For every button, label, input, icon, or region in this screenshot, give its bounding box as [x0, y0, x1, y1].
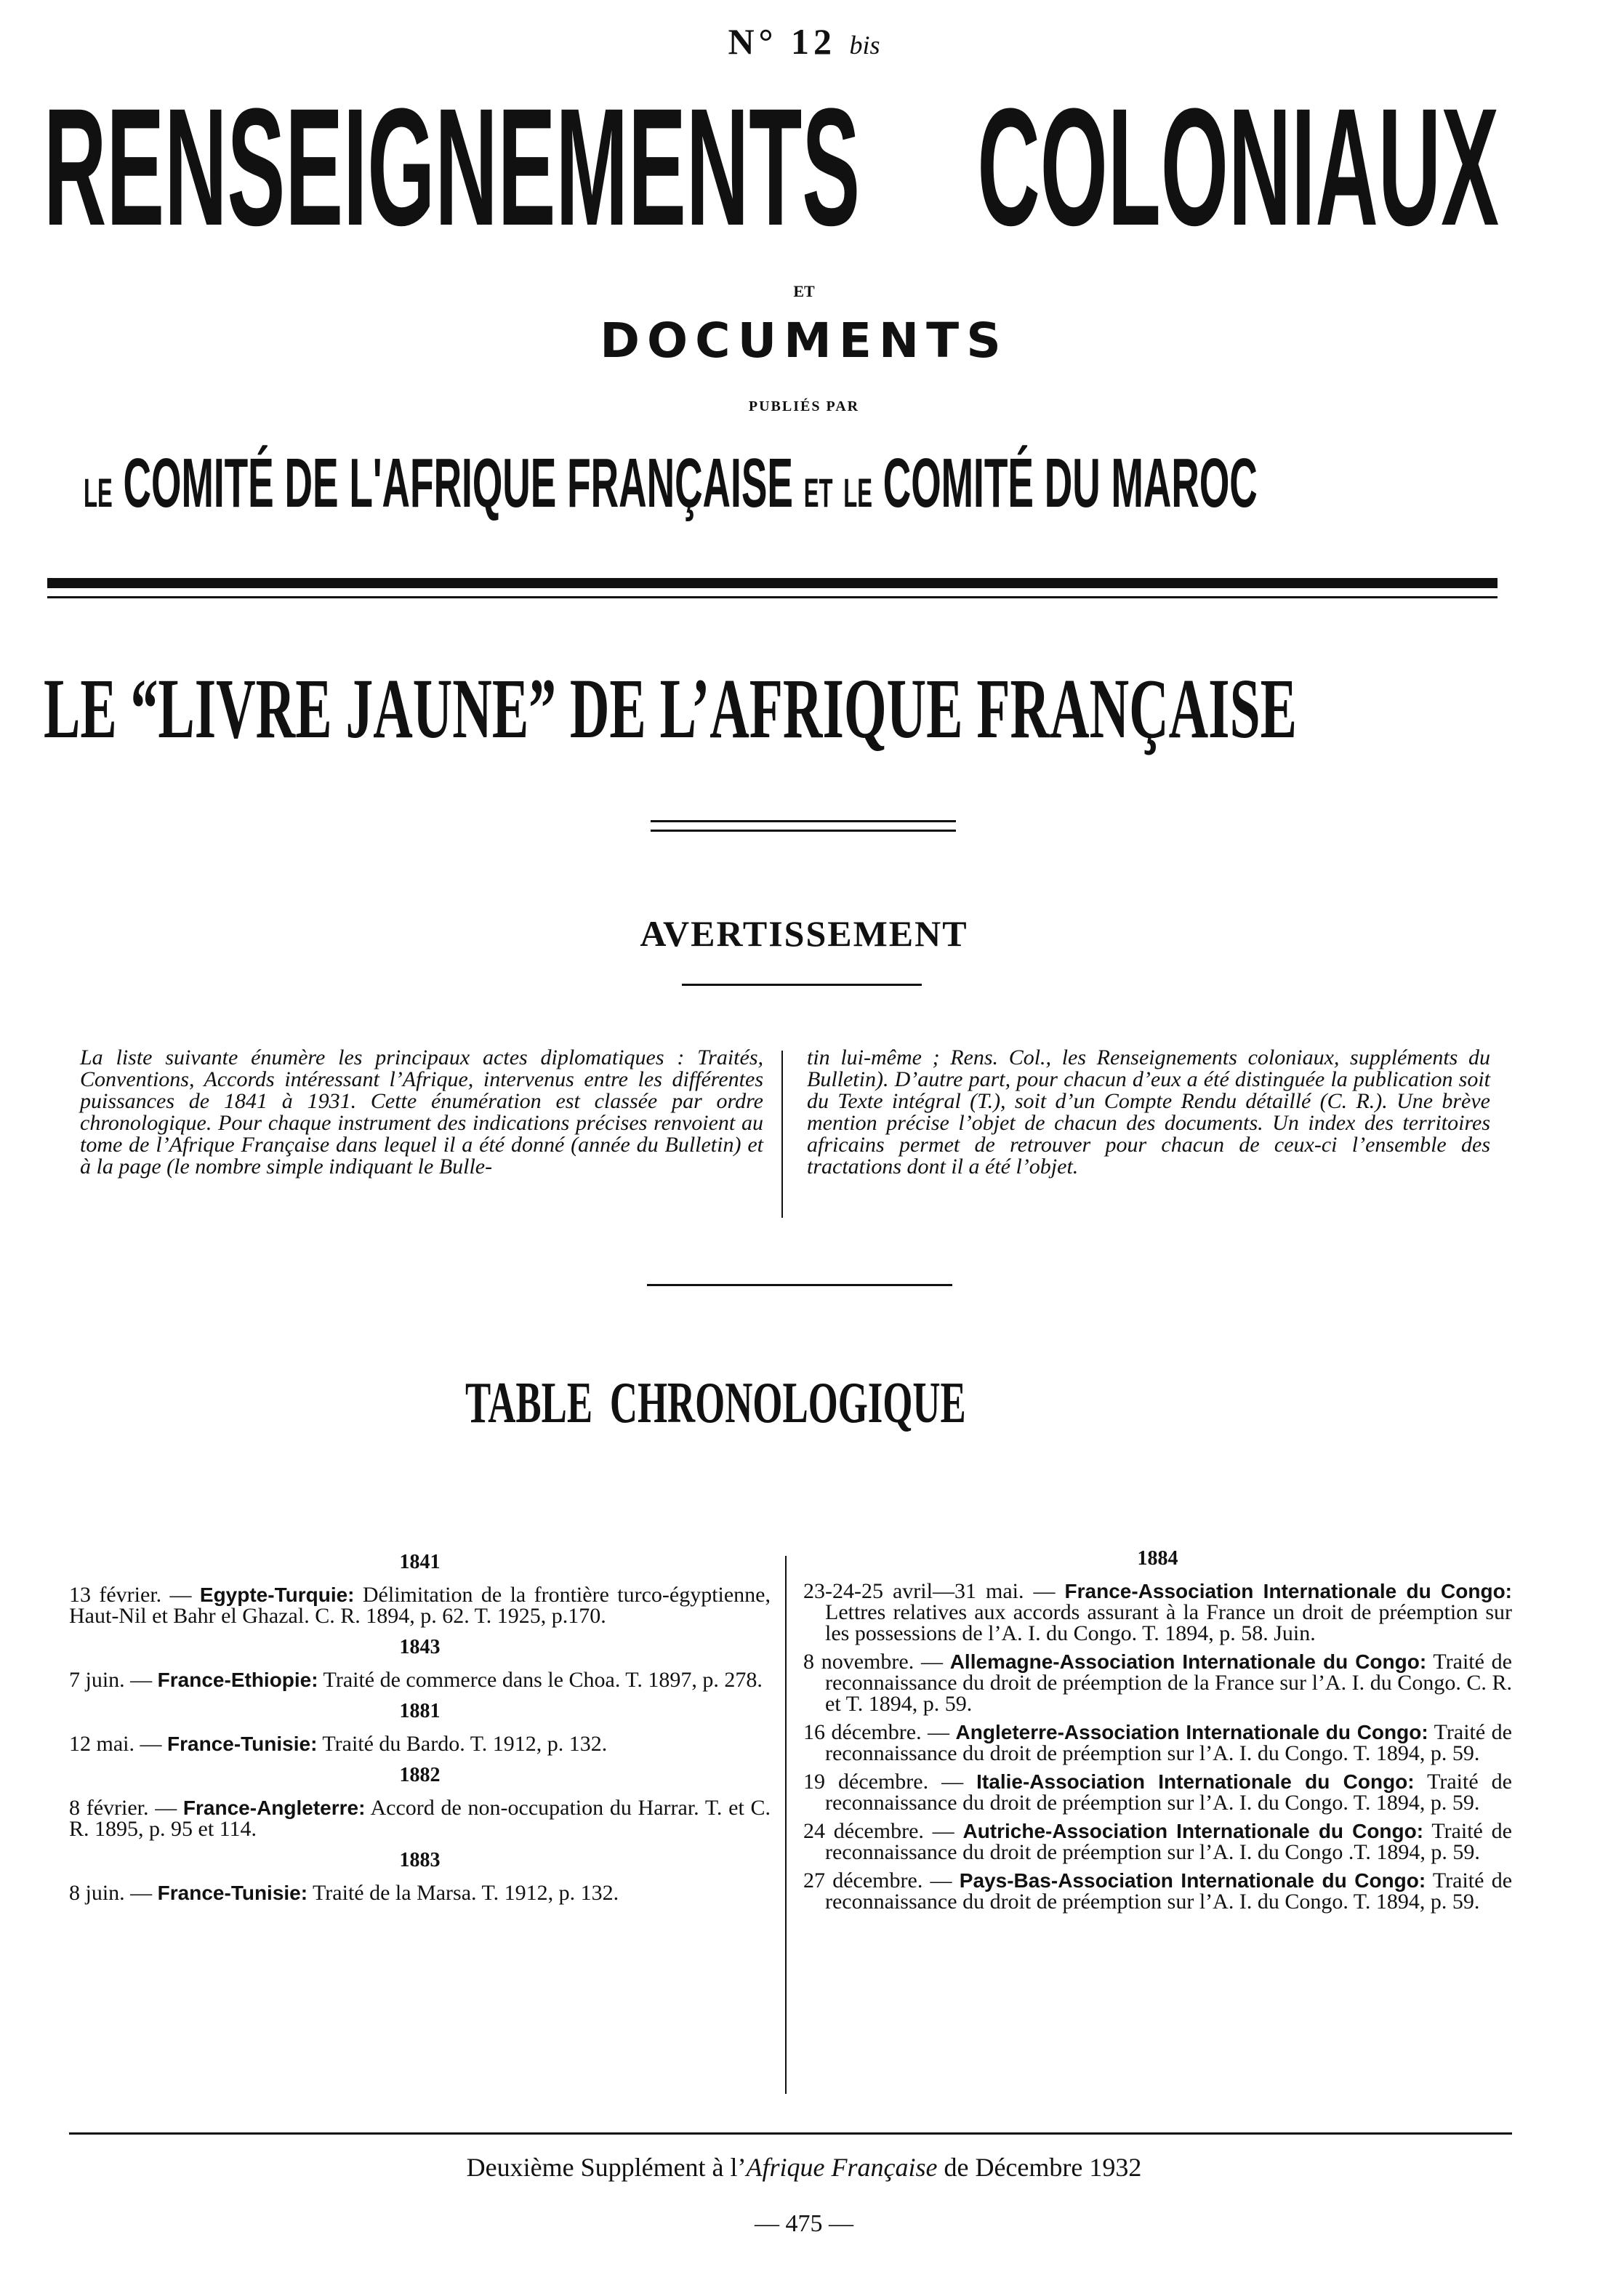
committee-name-1: COMITÉ DE L'AFRIQUE FRANÇAISE: [123, 444, 793, 522]
chronology-entry: [803, 1722, 1512, 1764]
chronology-entry: [69, 1669, 771, 1690]
entry-parties: France-Association Internationale du Congo:: [1064, 1580, 1512, 1602]
entry-text: Traité de reconnaissance du droit de préemption de la France sur l’A. I. du Congo. C. R. et T. 1894, p. 59.: [825, 1650, 1512, 1716]
document-title: LE “LIVRE JAUNE” DE L’AFRIQUE FRANÇAISE: [44, 661, 1297, 756]
year-heading: 1884: [1137, 1547, 1178, 1570]
published-by-label: PUBLIÉS PAR: [748, 398, 860, 414]
committee-le-1: LE: [84, 470, 113, 515]
page-number: — 475 —: [755, 2210, 853, 2237]
entry-parties: France-Angleterre:: [182, 1797, 366, 1819]
entry-date: 24 décembre. —: [803, 1819, 963, 1843]
supplement-suffix: de Décembre 1932: [937, 2153, 1142, 2182]
table-heading-word-2: CHRONOLOGIQUE: [609, 1371, 966, 1435]
entry-text: Traité de commerce dans le Choa. T. 1897, p. 278.: [318, 1668, 763, 1692]
entry-date: 23-24-25 avril—31 mai. —: [803, 1579, 1065, 1603]
chronology-left-column: [69, 1541, 771, 1911]
footer-rule: [69, 2132, 1512, 2135]
committee-et: ET: [803, 470, 833, 515]
entry-text: Traité de reconnaissance du droit de préemption sur l’A. I. du Congo. T. 1894, p. 59.: [825, 1770, 1512, 1815]
year-heading: 1882: [399, 1764, 441, 1786]
et-label: ET: [793, 282, 815, 300]
header-rule-thin: [47, 596, 1498, 598]
avertissement-divider: [682, 984, 922, 986]
avertissement-heading: AVERTISSEMENT: [640, 913, 968, 954]
title-divider: [651, 820, 956, 832]
entry-date: 19 décembre. —: [803, 1770, 977, 1794]
entry-date: 7 juin. —: [69, 1668, 158, 1692]
chronology-entry: [803, 1821, 1512, 1863]
main-title-text: RENSEIGNEMENTS COLONIAUX: [44, 73, 1499, 260]
documents-label: DOCUMENTS: [600, 313, 1008, 369]
entry-parties: France-Tunisie:: [157, 1882, 308, 1904]
entry-date: 12 mai. —: [69, 1732, 167, 1756]
entry-text: Traité de reconnaissance du droit de préemption sur l’A. I. du Congo. T. 1894, p. 59.: [825, 1868, 1513, 1914]
entry-parties: Angleterre-Association Internationale du Congo:: [955, 1721, 1428, 1743]
entry-parties: Egypte-Turquie:: [199, 1583, 355, 1606]
entry-date: 16 décembre. —: [803, 1720, 956, 1744]
chronology-right-column: [803, 1538, 1512, 1919]
header-rule-thick: [47, 578, 1498, 588]
chronology-entry: [803, 1651, 1512, 1714]
committee-le-2: LE: [843, 470, 872, 515]
issue-suffix: bis: [849, 31, 880, 60]
chronology-entry: [803, 1771, 1512, 1813]
entry-date: 8 juin. —: [69, 1881, 158, 1905]
table-divider: [647, 1284, 952, 1286]
entry-text: Délimitation de la frontière turco-égyptienne, Haut-Nil et Bahr el Ghazal. C. R. 1894, p. 62. T. 1925, p.170.: [69, 1583, 771, 1628]
chronology-entry: [803, 1870, 1512, 1912]
table-heading: [465, 1367, 1137, 1440]
supplement-prefix: Deuxième Supplément à l’: [466, 2153, 747, 2182]
entry-parties: Pays-Bas-Association Internationale du Congo:: [959, 1869, 1426, 1892]
entry-date: 8 février. —: [69, 1796, 183, 1820]
committee-line: [84, 443, 1455, 523]
issue-number: [0, 20, 1608, 63]
chronology-entry: [69, 1733, 771, 1754]
main-title: [44, 73, 1499, 262]
committee-name-2: COMITÉ DU MAROC: [883, 444, 1258, 522]
avertissement-left-column: La liste suivante énumère les principaux actes diplomatiques : Traités, Conventions, Accords intéressant l’Afrique, intervenus entre les différentes puissances de 1841 à 1931. Cette énumération est classée par ordre chronologique. Pour chaque instrument des indications précises renvoient au tome de l’Afrique Française dans lequel il a été donné (année du Bulletin) et à la page (le nombre simple indiquant le Bulle-: [80, 1045, 763, 1179]
year-heading: 1883: [399, 1849, 441, 1871]
chronology-column-divider: [785, 1556, 787, 2094]
chronology-entry: [69, 1882, 771, 1903]
entry-text: Traité de la Marsa. T. 1912, p. 132.: [307, 1881, 619, 1905]
entry-parties: France-Tunisie:: [167, 1733, 318, 1755]
chronology-entry: [803, 1581, 1512, 1644]
year-heading: 1881: [399, 1700, 441, 1722]
entry-date: 27 décembre. —: [803, 1868, 960, 1892]
entry-parties: France-Ethiopie:: [157, 1669, 318, 1691]
entry-text: Lettres relatives aux accords assurant à la France un droit de préemption sur les possessions de l’A. I. du Congo. T. 1894, p. 58. Juin.: [825, 1600, 1512, 1645]
table-heading-word-1: TABLE: [465, 1371, 593, 1435]
avertissement-column-divider: [781, 1051, 783, 1218]
chronology-entry: [69, 1797, 771, 1839]
entry-text: Traité du Bardo. T. 1912, p. 132.: [317, 1732, 608, 1756]
entry-text: Accord de non-occupation du Harrar. T. et C. R. 1895, p. 95 et 114.: [69, 1796, 771, 1841]
entry-parties: Allemagne-Association Internationale du Congo:: [949, 1650, 1427, 1673]
supplement-note: [0, 2152, 1608, 2183]
entry-date: 13 février. —: [69, 1583, 200, 1607]
year-heading: 1843: [399, 1636, 441, 1658]
issue-number-text: N° 12: [728, 21, 837, 62]
supplement-publication: Afrique Française: [746, 2153, 938, 2182]
entry-text: Traité de reconnaissance du droit de préemption sur l’A. I. du Congo. T. 1894, p. 59.: [825, 1720, 1512, 1765]
entry-date: 8 novembre. —: [803, 1650, 950, 1674]
avertissement-right-column: tin lui-même ; Rens. Col., les Renseignements coloniaux, suppléments du Bulletin). D’autre part, pour chacun d’eux a été distinguée la publication soit du Texte intégral (T.), soit d’un Compte Rendu détaillé (C. R.). Une brève mention précise l’objet de chacun des documents. Un index des territoires africains permet de retrouver pour chacun de ceux-ci l’ensemble des tractations dont il a été l’objet.: [807, 1045, 1490, 1179]
entry-text: Traité de reconnaissance du droit de préemption sur l’A. I. du Congo .T. 1894, p. 59.: [825, 1819, 1512, 1864]
chronology-entry: [69, 1584, 771, 1626]
entry-parties: Italie-Association Internationale du Congo:: [976, 1770, 1415, 1793]
entry-parties: Autriche-Association Internationale du Congo:: [962, 1820, 1424, 1842]
year-heading: 1841: [399, 1551, 441, 1573]
